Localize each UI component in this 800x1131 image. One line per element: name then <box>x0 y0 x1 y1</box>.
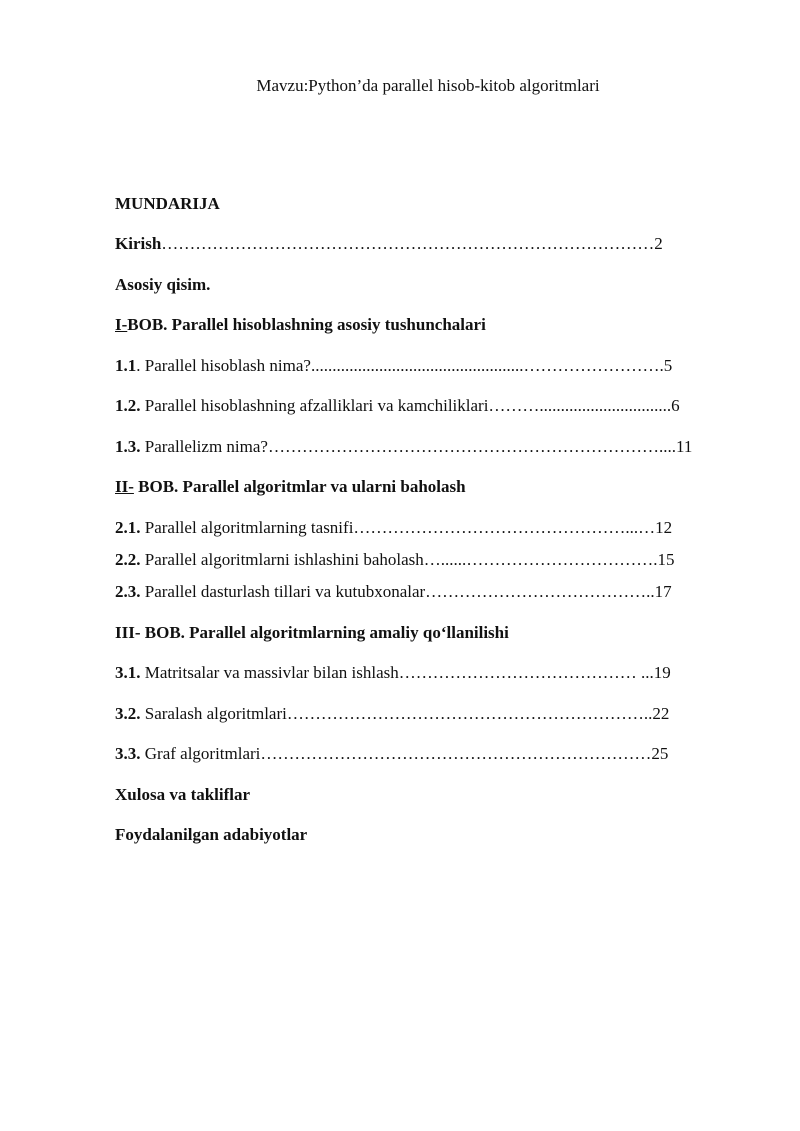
chapter-1-heading <box>115 315 486 335</box>
toc-leader: …………………………………………...… <box>353 518 656 537</box>
main-part-heading: Asosiy qisim. <box>115 275 211 294</box>
toc-entry-3-1 <box>115 663 671 683</box>
section-number: 1.1 <box>115 356 137 375</box>
section-number: 3.2. <box>115 704 141 723</box>
chapter-number: II- <box>115 477 134 496</box>
toc-page-number: .5 <box>659 356 673 375</box>
toc-leader: …………………………………………………………………………… <box>161 234 655 253</box>
toc-entry-2-3 <box>115 582 672 602</box>
section-number: 3.3. <box>115 744 141 763</box>
chapter-title: BOB. Parallel hisoblashning asosiy tushunchalari <box>127 315 486 334</box>
chapter-title: BOB. Parallel algoritmlar va ularni baholash <box>133 477 466 496</box>
section-title: Matritsalar va massivlar bilan ishlash <box>140 663 399 682</box>
topic-title: Mavzu:Python’da parallel hisob-kitob algoritmlari <box>256 76 600 95</box>
section-title: Parallel algoritmlarni ishlashini baholash <box>140 550 424 569</box>
chapter-number: I- <box>115 315 128 334</box>
toc-page-number: .11 <box>671 437 693 456</box>
section-title: Saralash algoritmlari <box>140 704 287 723</box>
toc-leader: ..................................................…………………… <box>310 356 660 375</box>
toc-page-number: 12 <box>655 518 673 537</box>
toc-entry-1-3 <box>115 437 692 457</box>
toc-page-number: .6 <box>666 396 680 415</box>
section-title: Graf algoritmlari <box>140 744 261 763</box>
section-number: 2.3. <box>115 582 141 601</box>
toc-entry-1-2 <box>115 396 680 416</box>
toc-entry-2-2 <box>115 550 675 570</box>
section-number: 1.3. <box>115 437 141 456</box>
conclusion-heading: Xulosa va takliflar <box>115 785 251 804</box>
section-title: . Parallel hisoblash nima? <box>136 356 311 375</box>
toc-entry-intro <box>115 234 663 254</box>
section-title: Parallelizm nima? <box>140 437 268 456</box>
toc-leader: …......……………………………. <box>423 550 658 569</box>
section-title: Parallel hisoblashning afzalliklari va kamchiliklari <box>140 396 489 415</box>
section-number: 3.1. <box>115 663 141 682</box>
toc-leader: ………………………………….. <box>425 582 655 601</box>
chapter-3-heading: III- BOB. Parallel algoritmlarning amaliy qo‘llanilishi <box>115 623 509 642</box>
toc-leader: …………………………………… ... <box>398 663 654 682</box>
toc-page-number: 15 <box>657 550 675 569</box>
toc-page-number: 17 <box>654 582 672 601</box>
references-heading: Foydalanilgan adabiyotlar <box>115 825 308 844</box>
toc-page-number: 2 <box>654 234 663 253</box>
section-title: Parallel dasturlash tillari va kutubxonalar <box>140 582 426 601</box>
toc-leader: …………………………………………………………… <box>260 744 652 763</box>
toc-entry-3-2 <box>115 704 669 724</box>
section-title: Parallel algoritmlarning tasnifi <box>140 518 354 537</box>
section-number: 2.2. <box>115 550 141 569</box>
toc-page-number: 22 <box>652 704 670 723</box>
contents-heading: MUNDARIJA <box>115 194 220 213</box>
toc-entry-3-3 <box>115 744 668 764</box>
toc-entry-label: Kirish <box>115 234 162 253</box>
toc-leader: ……………………………………………………….. <box>286 704 653 723</box>
toc-page-number: 25 <box>651 744 669 763</box>
section-number: 1.2. <box>115 396 141 415</box>
section-number: 2.1. <box>115 518 141 537</box>
toc-entry-1-1 <box>115 356 672 376</box>
toc-leader: ……….............................. <box>488 396 667 415</box>
toc-page-number: 19 <box>653 663 671 682</box>
toc-leader: ……………………………………………………………... <box>267 437 672 456</box>
toc-entry-2-1 <box>115 518 672 538</box>
chapter-2-heading <box>115 477 466 497</box>
